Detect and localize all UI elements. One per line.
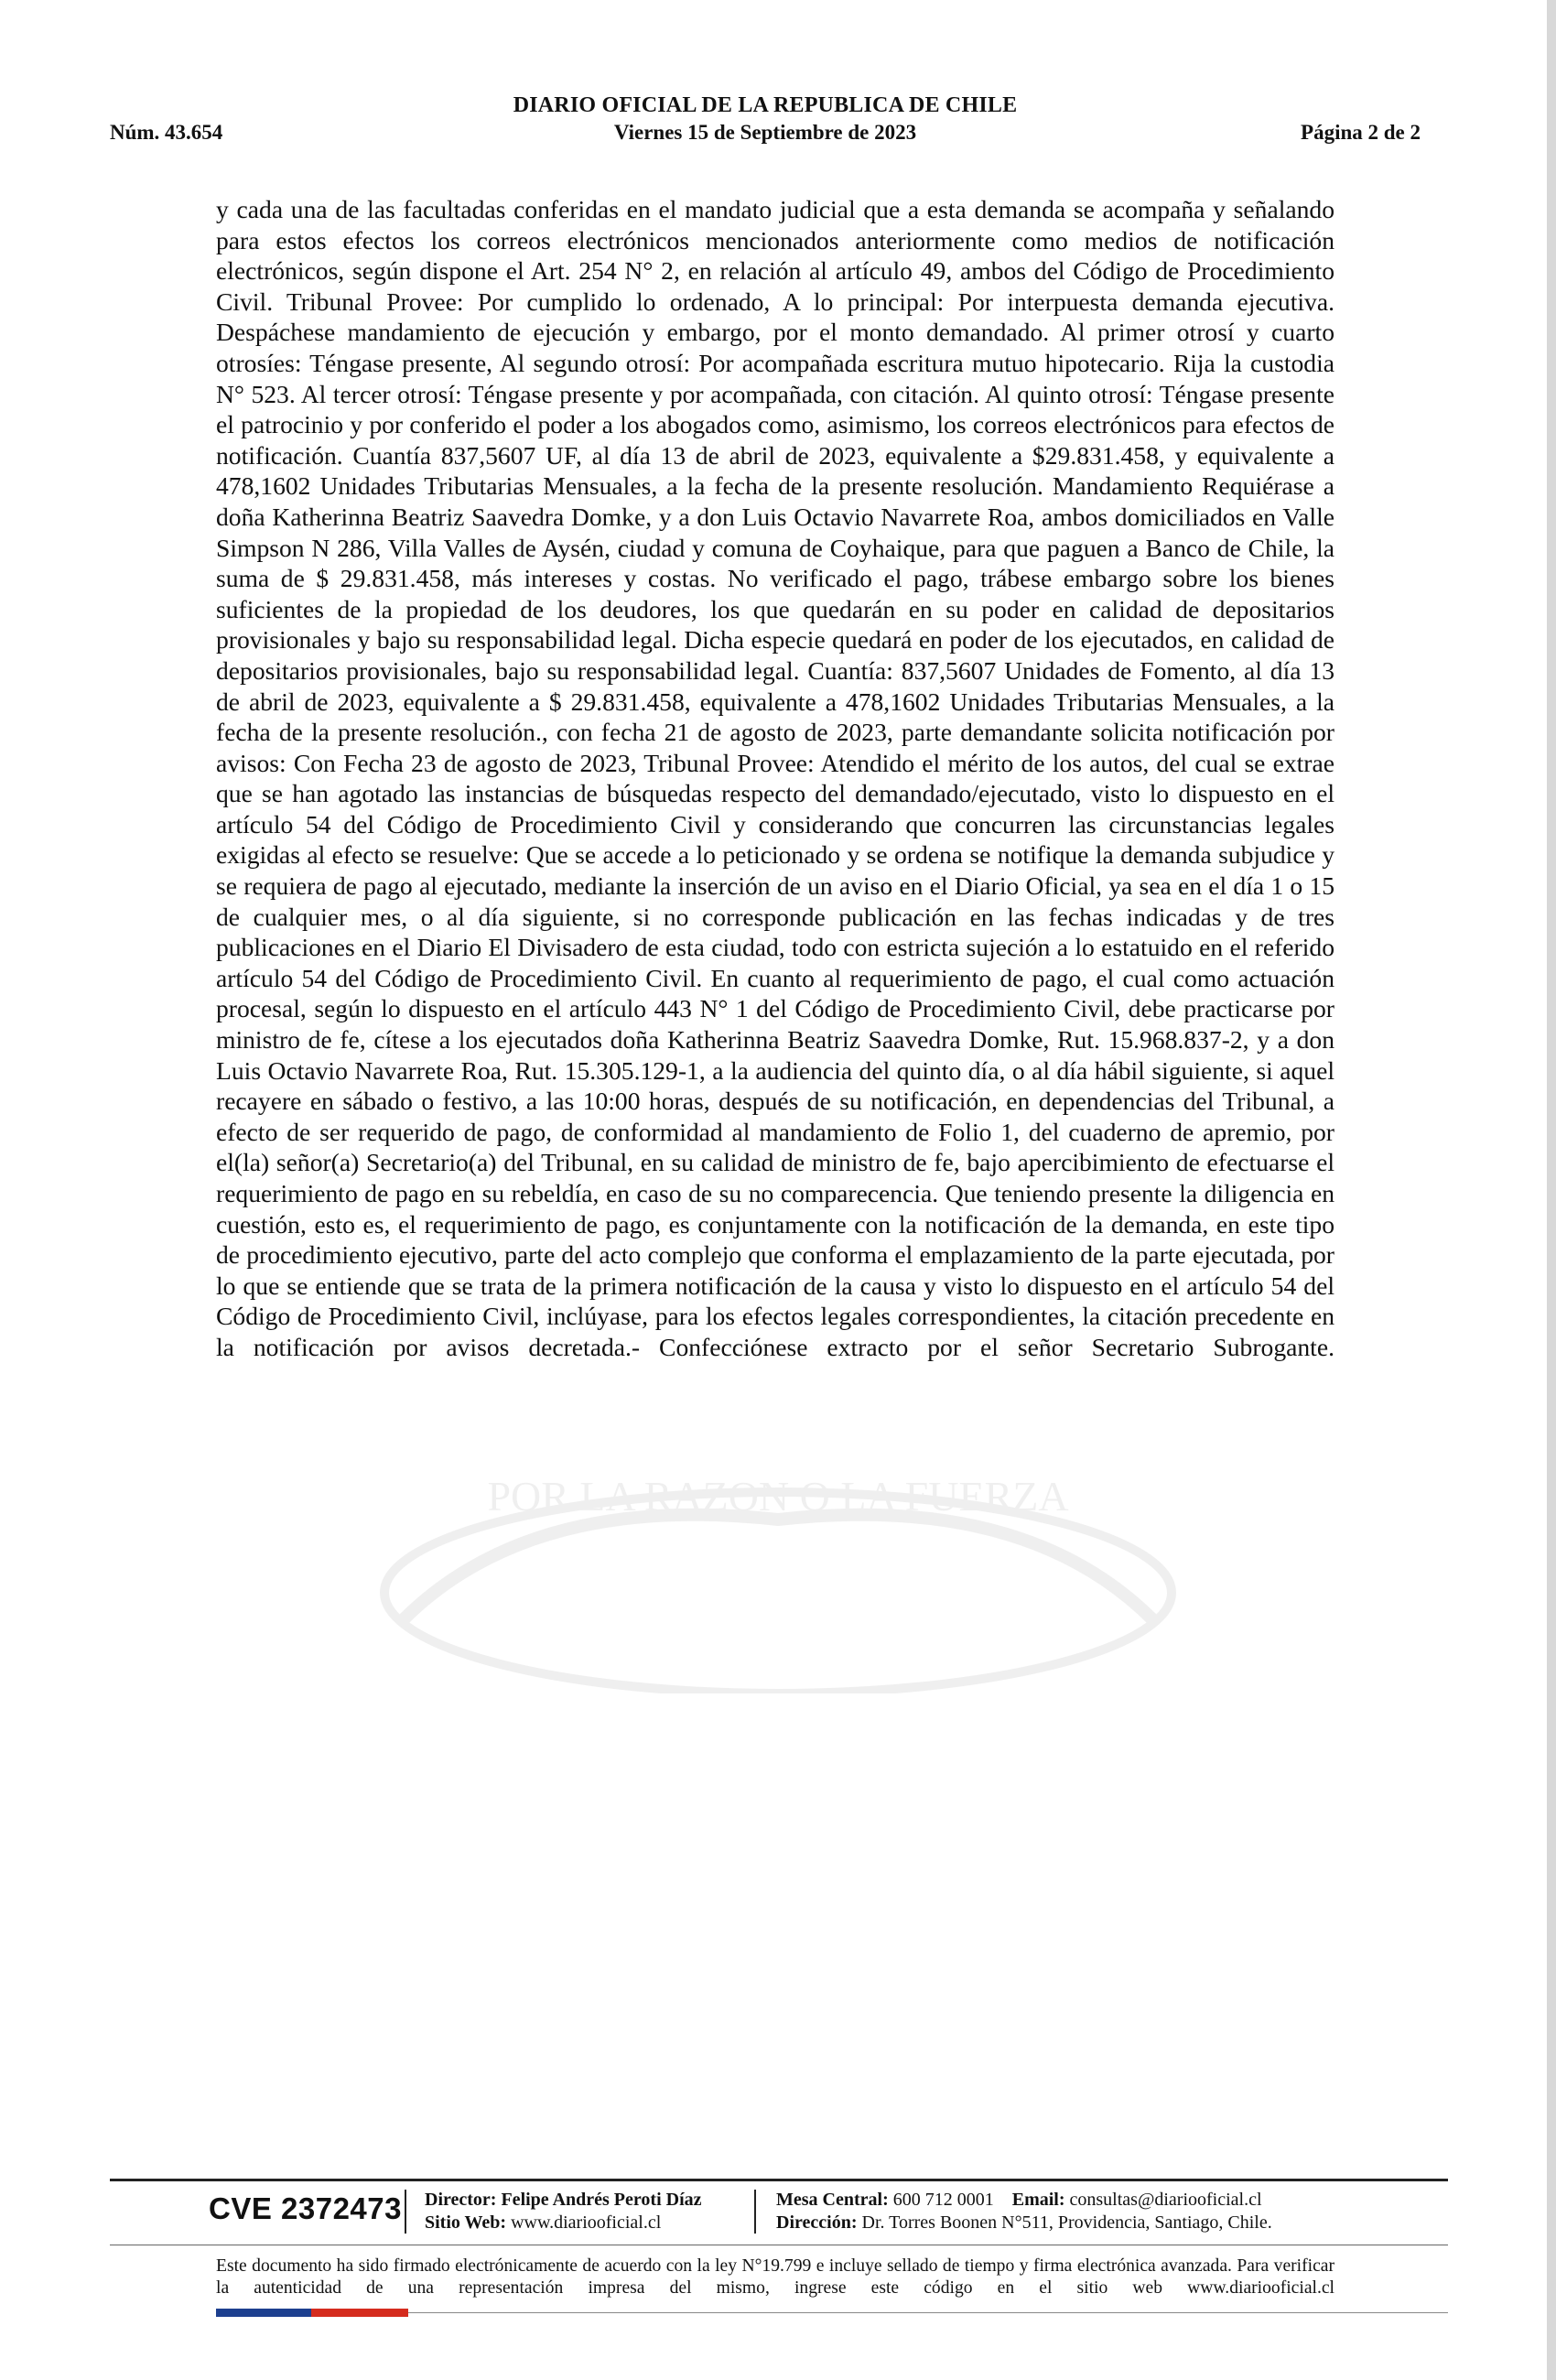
mesa-phone: 600 712 0001 bbox=[892, 2190, 994, 2210]
address-value: Dr. Torres Boonen N°511, Providencia, Santiago, Chile. bbox=[861, 2212, 1272, 2233]
director-block bbox=[425, 2189, 702, 2234]
director-name: Felipe Andrés Peroti Díaz bbox=[501, 2190, 702, 2210]
publication-title: DIARIO OFICIAL DE LA REPUBLICA DE CHILE bbox=[513, 93, 1018, 117]
director-label: Director: bbox=[425, 2190, 497, 2210]
page-number: Página 2 de 2 bbox=[1301, 121, 1421, 144]
coat-of-arms-watermark bbox=[348, 1437, 1208, 1693]
address-label: Dirección: bbox=[776, 2212, 858, 2233]
flag-stripe-red bbox=[311, 2309, 408, 2317]
mesa-label: Mesa Central: bbox=[776, 2190, 889, 2210]
document-body: y cada una de las facultadas conferidas en el mandato judicial que a esta demanda se acompaña y señalando para estos efectos los correos electrónicos mencionados anteriormente como medios de notificación electrónicos, según dispone el Art. 254 N° 2, en relación al artículo 49, ambos del Código de Procedimiento Civil. Tribunal Provee: Por cumplido lo ordenado, A lo principal: Por interpuesta demanda ejecutiva. Despáchese mandamiento de ejecución y embargo, por el monto demandado. Al primer otrosí y cuarto otrosíes: Téngase presente, Al segundo otrosí: Por acompañada escritura mutuo hipotecario. Rija la custodia N° 523. Al tercer otrosí: Téngase presente y por acompañada, con citación. Al quinto otrosí: Téngase presente el patrocinio y por conferido el poder a los abogados como, asimismo, los correos electrónicos para efectos de notificación. Cuantía 837,5607 UF, al día 13 de abril de 2023, equivalente a $29.831.458, y equivalente a 478,1602 Unidades Tributarias Mensuales, a la fecha de la presente resolución. Mandamiento Requiérase a doña Katherinna Beatriz Saavedra Domke, y a don Luis Octavio Navarrete Roa, ambos domiciliados en Valle Simpson N 286, Villa Valles de Aysén, ciudad y comuna de Coyhaique, para que paguen a Banco de Chile, la suma de $ 29.831.458, más intereses y costas. No verificado el pago, trábese embargo sobre los bienes suficientes de la propiedad de los deudores, los que quedarán en su poder en calidad de depositarios provisionales y bajo su responsabilidad legal. Dicha especie quedará en poder de los ejecutados, en calidad de depositarios provisionales, bajo su responsabilidad legal. Cuantía: 837,5607 Unidades de Fomento, al día 13 de abril de 2023, equivalente a $ 29.831.458, equivalente a 478,1602 Unidades Tributarias Mensuales, a la fecha de la presente resolución., con fecha 21 de agosto de 2023, parte demandante solicita notificación por avisos: Con Fecha 23 de agosto de 2023, Tribunal Provee: Atendido el mérito de los autos, del cual se extrae que se han agotado las instancias de búsquedas respecto del demandado/ejecutado, visto lo dispuesto en el artículo 54 del Código de Procedimiento Civil y considerando que concurren las circunstancias legales exigidas al efecto se resuelve: Que se accede a lo peticionado y se ordena se notifique la demanda subjudice y se requiera de pago al ejecutado, mediante la inserción de un aviso en el Diario Oficial, ya sea en el día 1 o 15 de cualquier mes, o al día siguiente, si no corresponde publicación en las fechas indicadas y de tres publicaciones en el Diario El Divisadero de esta ciudad, todo con estricta sujeción a lo estatuido en el referido artículo 54 del Código de Procedimiento Civil. En cuanto al requerimiento de pago, el cual como actuación procesal, según lo dispuesto en el artículo 443 N° 1 del Código de Procedimiento Civil, debe practicarse por ministro de fe, cítese a los ejecutados doña Katherinna Beatriz Saavedra Domke, Rut. 15.968.837-2, y a don Luis Octavio Navarrete Roa, Rut. 15.305.129-1, a la audiencia del quinto día, o al día hábil siguiente, si aquel recayere en sábado o festivo, a las 10:00 horas, después de su notificación, en dependencias del Tribunal, a efecto de ser requerido de pago, de conformidad al mandamiento de Folio 1, del cuaderno de apremio, por el(la) señor(a) Secretario(a) del Tribunal, en su calidad de ministro de fe, bajo apercibimiento de efectuarse el requerimiento de pago en su rebeldía, en caso de su no comparecencia. Que teniendo presente la diligencia en cuestión, esto es, el requerimiento de pago, es conjuntamente con la notificación de la demanda, en este tipo de procedimiento ejecutivo, parte del acto complejo que conforma el emplazamiento de la parte ejecutada, por lo que se entiende que se trata de la primera notificación de la causa y visto lo dispuesto en el artículo 54 del Código de Procedimiento Civil, inclúyase, para los efectos legales correspondientes, la citación precedente en la notificación por avisos decretada.- Confecciónese extracto por el señor Secretario Subrogante. bbox=[216, 195, 1334, 1361]
email-link[interactable]: consultas@diariooficial.cl bbox=[1069, 2190, 1262, 2210]
issue-number: Núm. 43.654 bbox=[110, 121, 223, 144]
issue-date: Viernes 15 de Septiembre de 2023 bbox=[613, 121, 917, 144]
footer-info bbox=[110, 2186, 1448, 2239]
flag-stripe-blue bbox=[216, 2309, 311, 2317]
page-edge bbox=[1547, 0, 1556, 2380]
site-label: Sitio Web: bbox=[425, 2212, 507, 2233]
footer-rule-top bbox=[110, 2179, 1448, 2181]
page-header bbox=[110, 93, 1421, 148]
footer-rule-bottom bbox=[408, 2312, 1448, 2313]
cve-code: CVE 2372473 bbox=[209, 2191, 402, 2225]
signature-note: Este documento ha sido firmado electrónicamente de acuerdo con la ley N°19.799 e incluye sellado de tiempo y firma electrónica avanzada. Para verificar la autenticidad de una representación impresa del mismo, ingrese este código en el sitio web www.diariooficial.cl bbox=[216, 2256, 1334, 2298]
email-label: Email: bbox=[1011, 2190, 1065, 2210]
footer-divider bbox=[754, 2190, 756, 2234]
site-link[interactable]: www.diariooficial.cl bbox=[511, 2212, 662, 2233]
contact-block bbox=[776, 2189, 1272, 2234]
watermark-motto: POR LA RAZON O LA FUERZA bbox=[487, 1473, 1069, 1520]
footer-divider bbox=[405, 2190, 406, 2234]
